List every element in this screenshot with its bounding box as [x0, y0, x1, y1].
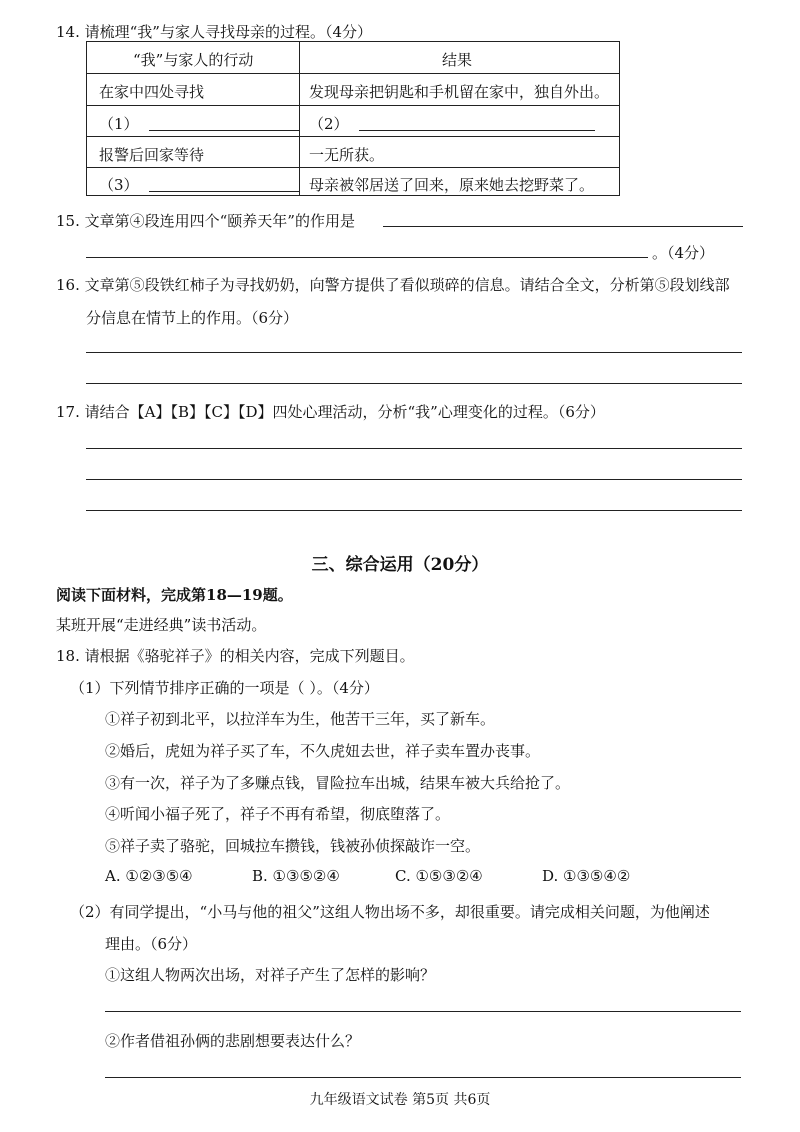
table-cell: 一无所获。 [309, 146, 385, 164]
option-b[interactable]: B. ①③⑤②④ [252, 867, 340, 885]
answer-blank-3[interactable] [149, 177, 299, 192]
question-15-score: 。（4分） [652, 244, 715, 262]
table-header-results: 结果 [442, 51, 473, 69]
answer-line-q15a[interactable] [383, 226, 743, 227]
subquestion-1: ①这组人物两次出场，对祥子产生了怎样的影响？ [105, 966, 436, 984]
blank-label-1: （1） [99, 115, 139, 133]
option-c[interactable]: C. ①⑤③②④ [395, 867, 483, 885]
answer-blank-1[interactable] [149, 116, 299, 131]
answer-line-q17a[interactable] [86, 448, 742, 449]
page-footer: 九年级语文试卷 第5页 共6页 [309, 1092, 491, 1108]
question-18-2-line2: 理由。（6分） [105, 935, 198, 953]
plot-event-3: ③有一次，祥子为了多赚点钱，冒险拉车出城，结果车被大兵给抢了。 [105, 774, 571, 792]
plot-event-5: ⑤祥子卖了骆驼，回城拉车攒钱，钱被孙侦探敲诈一空。 [105, 837, 481, 855]
section-title: 三、综合运用（20分） [311, 555, 489, 575]
table-cell: 母亲被邻居送了回来，原来她去挖野菜了。 [309, 176, 595, 194]
blank-label-3: （3） [99, 176, 139, 194]
answer-line-sub2[interactable] [105, 1077, 741, 1078]
plot-event-2: ②婚后，虎妞为祥子买了车，不久虎妞去世，祥子卖车置办丧事。 [105, 742, 541, 760]
question-17-stem: 17. 请结合【A】【B】【C】【D】四处心理活动，分析“我”心理变化的过程。（6分） [56, 403, 605, 421]
plot-event-4: ④听闻小福子死了，祥子不再有希望，彻底堕落了。 [105, 805, 451, 823]
section-intro: 阅读下面材料，完成第18—19题。 [56, 586, 293, 604]
answer-line-q15b[interactable] [86, 257, 648, 258]
answer-line-q16b[interactable] [86, 383, 742, 384]
search-process-table [86, 41, 620, 196]
question-18-2-line1: （2）有同学提出，“小马与他的祖父”这组人物出场不多，却很重要。请完成相关问题，为他阐述 [70, 903, 710, 921]
question-15-stem: 15. 文章第④段连用四个“颐养天年”的作用是 [56, 212, 355, 230]
answer-blank-2[interactable] [359, 116, 595, 131]
activity-context: 某班开展“走进经典”读书活动。 [56, 616, 267, 634]
table-cell: 发现母亲把钥匙和手机留在家中，独自外出。 [309, 83, 610, 101]
question-16-line2: 分信息在情节上的作用。（6分） [86, 309, 299, 327]
table-cell: 在家中四处寻找 [99, 83, 205, 101]
question-18-stem: 18. 请根据《骆驼祥子》的相关内容，完成下列题目。 [56, 647, 415, 665]
answer-line-q16a[interactable] [86, 352, 742, 353]
plot-event-1: ①祥子初到北平，以拉洋车为生，他苦干三年，买了新车。 [105, 710, 496, 728]
answer-line-sub1[interactable] [105, 1011, 741, 1012]
table-cell: 报警后回家等待 [99, 146, 205, 164]
answer-line-q17b[interactable] [86, 479, 742, 480]
question-18-1-stem: （1）下列情节排序正确的一项是（ ）。（4分） [70, 679, 379, 697]
blank-label-2: （2） [309, 115, 349, 133]
table-header-actions: “我”与家人的行动 [133, 51, 254, 69]
answer-line-q17c[interactable] [86, 510, 742, 511]
question-14-stem: 14. 请梳理“我”与家人寻找母亲的过程。（4分） [56, 23, 373, 41]
option-a[interactable]: A. ①②③⑤④ [105, 867, 193, 885]
question-16-line1: 16. 文章第⑤段铁红柿子为寻找奶奶，向警方提供了看似琐碎的信息。请结合全文，分析第⑤段划线部 [56, 276, 730, 294]
option-d[interactable]: D. ①③⑤④② [542, 867, 631, 885]
subquestion-2: ②作者借祖孙俩的悲剧想要表达什么？ [105, 1032, 361, 1050]
